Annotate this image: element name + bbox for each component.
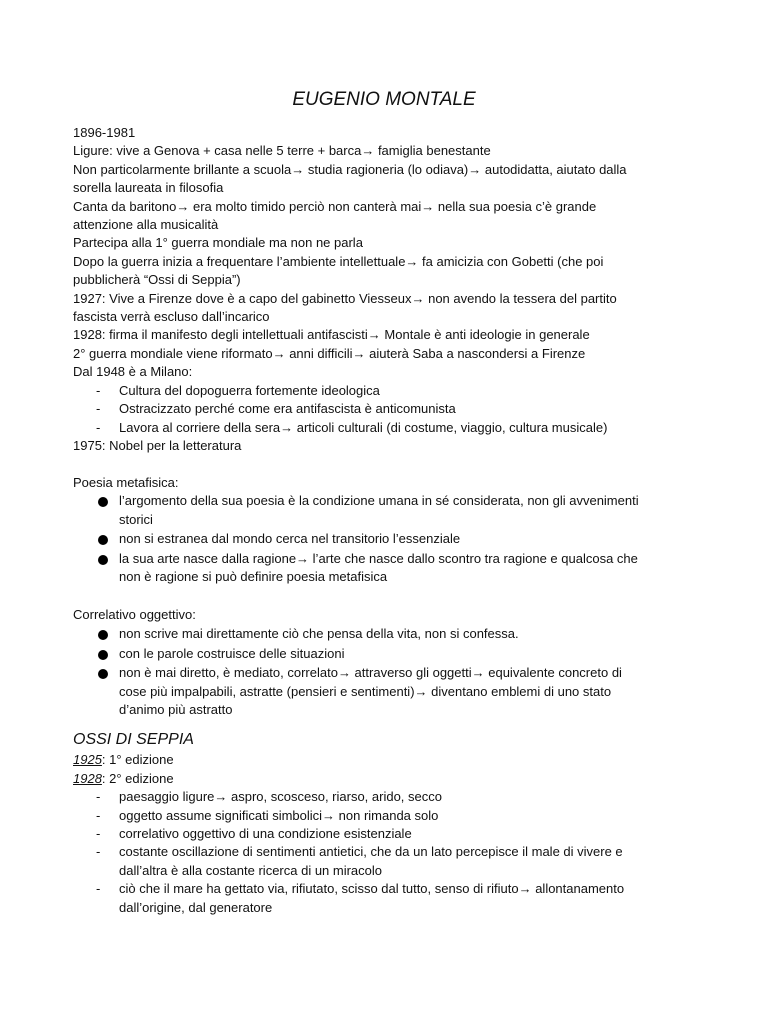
list-item [73, 645, 713, 663]
list-item [73, 825, 713, 843]
item-line: - correlativo oggettivo di una condizione esistenziale [119, 826, 412, 842]
item-line: dall’origine, dal generatore [119, 899, 273, 915]
bio-line: Non particolarmente brillante a scuola→ studia ragioneria (lo odiava)→ autodidatta, aiutato dalla [73, 161, 627, 177]
bio-line: Partecipa alla 1° guerra mondiale ma non ne parla [73, 235, 363, 251]
item-line: d’animo più astratto [119, 702, 233, 718]
correlativo-list [73, 625, 713, 720]
bio-line: 1927: Vive a Firenze dove è a capo del gabinetto Viesseux→ non avendo la tessera del partito [73, 290, 617, 306]
item-line: - costante oscillazione di sentimenti antietici, che da un lato percepisce il male di vivere e [119, 844, 623, 860]
bio-block [73, 124, 713, 382]
list-item [73, 880, 713, 917]
list-item [73, 788, 713, 806]
bio-line: sorella laureata in filosofia [73, 180, 224, 196]
bio-line: fascista verrà escluso dall’incarico [73, 309, 270, 325]
edition-year: 1925 [73, 752, 102, 768]
item-line: non è ragione si può definire poesia metafisica [119, 569, 388, 585]
item-line: storici [119, 511, 153, 527]
edition-year: 1928 [73, 770, 102, 786]
spacer [73, 588, 713, 606]
list-item [73, 664, 713, 719]
list-item [73, 807, 713, 825]
ossi-heading: OSSI DI SEPPIA [73, 731, 194, 749]
bio-line: Dopo la guerra inizia a frequentare l’ambiente intellettuale→ fa amicizia con Gobetti (che poi [73, 253, 604, 269]
item-line: non scrive mai direttamente ciò che pensa della vita, non si confessa. [119, 625, 519, 641]
document-body [73, 124, 713, 917]
bio-line: Dal 1948 è a Milano: [73, 364, 193, 380]
spacer [73, 455, 713, 473]
list-item [73, 843, 713, 880]
item-line: dall’altra è alla costante ricerca di un miracolo [119, 862, 383, 878]
bio-line: 2° guerra mondiale viene riformato→ anni difficili→ aiuterà Saba a nascondersi a Firenze [73, 345, 586, 361]
bio-line: attenzione alla musicalità [73, 217, 219, 233]
item-line: non si estranea dal mondo cerca nel transitorio l’essenziale [119, 531, 461, 547]
edition-text: : 2° edizione [101, 770, 174, 786]
item-line: la sua arte nasce dalla ragione→ l’arte che nasce dallo scontro tra ragione e qualcosa che [119, 550, 638, 566]
list-item [73, 625, 713, 643]
metafisica-heading: Poesia metafisica: [73, 474, 179, 490]
list-item [73, 550, 713, 587]
item-line: l’argomento della sua poesia è la condizione umana in sé considerata, non gli avvenimenti [119, 493, 639, 509]
bio-line: 1896-1981 [73, 125, 136, 140]
bio-line: pubblicherà “Ossi di Seppia”) [73, 272, 241, 288]
edition-line [73, 751, 713, 769]
bio-line: Ligure: vive a Genova + casa nelle 5 terre + barca→ famiglia benestante [73, 143, 491, 159]
item-line: - oggetto assume significati simbolici→ non rimanda solo [119, 807, 439, 823]
correlativo-heading: Correlativo oggettivo: [73, 607, 196, 623]
list-item [73, 492, 713, 529]
list-item: - Cultura del dopoguerra fortemente ideologica [73, 382, 713, 400]
item-line: - paesaggio ligure→ aspro, scosceso, riarso, arido, secco [119, 789, 442, 805]
list-item: - Lavora al corriere della sera→ articoli culturali (di costume, viaggio, cultura musicale) [73, 419, 713, 437]
bio-line: Canta da baritono→ era molto timido perciò non canterà mai→ nella sua poesia c’è grande [73, 198, 597, 214]
metafisica-list [73, 492, 713, 587]
item-line: - ciò che il mare ha gettato via, rifiutato, scisso dal tutto, senso di rifiuto→ allontanamento [119, 881, 625, 897]
milano-list [73, 382, 713, 437]
edition-line [73, 770, 713, 788]
bio-line: 1928: firma il manifesto degli intellettuali antifascisti→ Montale è anti ideologie in generale [73, 327, 590, 343]
list-item: - Ostracizzato perché come era antifascista è anticomunista [73, 400, 713, 418]
ossi-list [73, 788, 713, 917]
list-item [73, 530, 713, 548]
item-line: cose più impalpabili, astratte (pensieri e sentimenti)→ diventano emblemi di uno stato [119, 683, 612, 699]
item-line: con le parole costruisce delle situazioni [119, 645, 345, 661]
edition-text: : 1° edizione [101, 752, 174, 768]
page-title: EUGENIO MONTALE [292, 89, 476, 110]
item-line: non è mai diretto, è mediato, correlato→ attraverso gli oggetti→ equivalente concreto di [119, 665, 622, 681]
nobel-line: 1975: Nobel per la letteratura [73, 437, 242, 453]
